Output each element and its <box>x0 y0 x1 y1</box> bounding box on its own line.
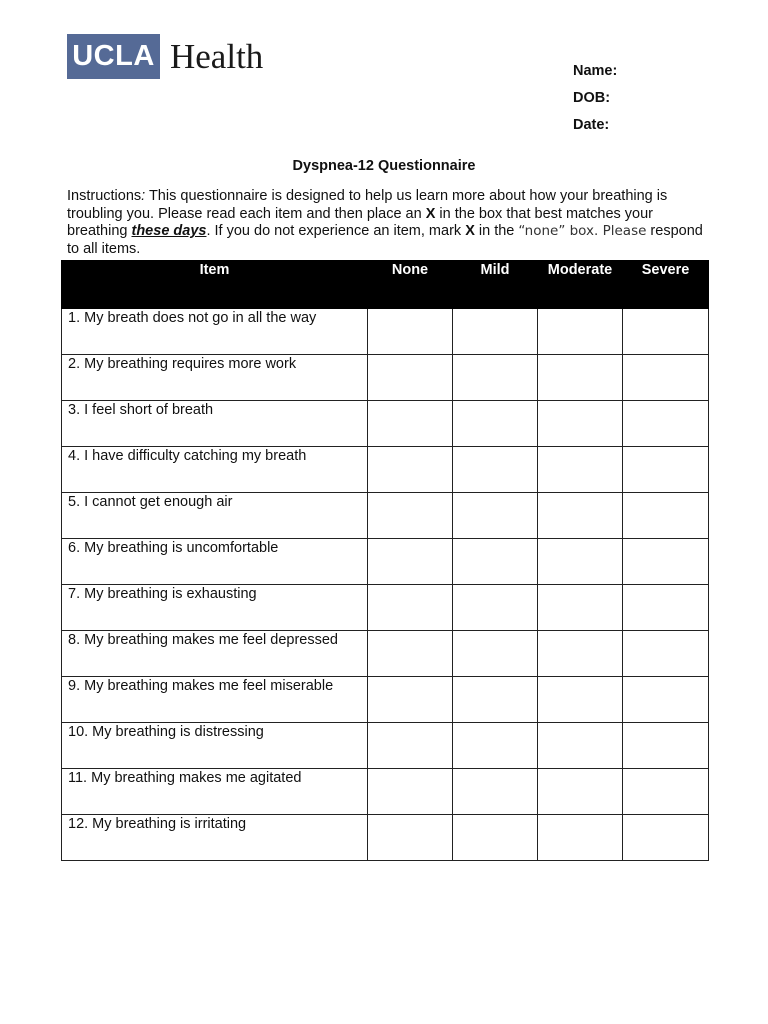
answer-box-mild[interactable] <box>453 723 538 769</box>
answer-box-moderate[interactable] <box>538 447 623 493</box>
answer-box-severe[interactable] <box>623 677 709 723</box>
instructions-colon: : <box>141 188 146 204</box>
table-row <box>62 631 709 677</box>
answer-box-severe[interactable] <box>623 769 709 815</box>
item-label: 5. I cannot get enough air <box>62 493 368 539</box>
header-moderate: Moderate <box>538 261 623 309</box>
table-row <box>62 677 709 723</box>
instructions-mark-1: X <box>425 205 436 222</box>
item-label: 3. I feel short of breath <box>62 401 368 447</box>
answer-box-moderate[interactable] <box>538 631 623 677</box>
answer-box-mild[interactable] <box>453 539 538 585</box>
logo-ucla-box: UCLA <box>67 34 160 79</box>
table-row <box>62 309 709 355</box>
instructions-text-4: in the <box>474 223 519 239</box>
table-row <box>62 493 709 539</box>
answer-box-mild[interactable] <box>453 585 538 631</box>
date-label: Date: <box>573 117 610 133</box>
header-none: None <box>368 261 453 309</box>
table-row <box>62 585 709 631</box>
answer-box-none[interactable] <box>368 309 453 355</box>
answer-box-none[interactable] <box>368 631 453 677</box>
table-row <box>62 815 709 861</box>
item-label: 10. My breathing is distressing <box>62 723 368 769</box>
table-row <box>62 539 709 585</box>
instructions-text-3: . If you do not experience an item, mark <box>206 223 466 239</box>
answer-box-moderate[interactable] <box>538 723 623 769</box>
answer-box-none[interactable] <box>368 815 453 861</box>
answer-box-none[interactable] <box>368 585 453 631</box>
item-label: 1. My breath does not go in all the way <box>62 309 368 355</box>
answer-box-moderate[interactable] <box>538 815 623 861</box>
answer-box-mild[interactable] <box>453 769 538 815</box>
answer-box-mild[interactable] <box>453 677 538 723</box>
patient-info-fields <box>573 62 617 143</box>
instructions-text-2: in the box that best matches your breathing <box>67 205 654 239</box>
answer-box-none[interactable] <box>368 769 453 815</box>
ucla-health-logo <box>67 34 263 79</box>
answer-box-mild[interactable] <box>453 401 538 447</box>
logo-health-word: Health <box>170 37 264 76</box>
item-label: 7. My breathing is exhausting <box>62 585 368 631</box>
answer-box-none[interactable] <box>368 677 453 723</box>
answer-box-moderate[interactable] <box>538 493 623 539</box>
item-label: 4. I have difficulty catching my breath <box>62 447 368 493</box>
answer-box-mild[interactable] <box>453 815 538 861</box>
answer-box-severe[interactable] <box>623 815 709 861</box>
answer-box-severe[interactable] <box>623 447 709 493</box>
answer-box-severe[interactable] <box>623 401 709 447</box>
table-row <box>62 447 709 493</box>
answer-box-none[interactable] <box>368 401 453 447</box>
answer-box-severe[interactable] <box>623 355 709 401</box>
answer-box-mild[interactable] <box>453 355 538 401</box>
instructions-text-1: This questionnaire is designed to help us learn more about how your breathing is troubling you. Please read each item and then place an <box>67 188 668 222</box>
answer-box-none[interactable] <box>368 447 453 493</box>
item-label: 6. My breathing is uncomfortable <box>62 539 368 585</box>
answer-box-mild[interactable] <box>453 447 538 493</box>
answer-box-severe[interactable] <box>623 585 709 631</box>
answer-box-severe[interactable] <box>623 493 709 539</box>
answer-box-severe[interactable] <box>623 539 709 585</box>
answer-box-moderate[interactable] <box>538 355 623 401</box>
instructions-emphasis: these days <box>131 223 207 239</box>
answer-box-none[interactable] <box>368 723 453 769</box>
answer-box-moderate[interactable] <box>538 539 623 585</box>
answer-box-mild[interactable] <box>453 631 538 677</box>
name-label: Name: <box>573 63 618 79</box>
answer-box-none[interactable] <box>368 493 453 539</box>
instructions-text-5: respond to all items. <box>67 223 703 257</box>
header-severe: Severe <box>623 261 709 309</box>
answer-box-moderate[interactable] <box>538 401 623 447</box>
answer-box-moderate[interactable] <box>538 585 623 631</box>
header-item: Item <box>62 261 368 309</box>
instructions-mark-2: X <box>465 223 475 239</box>
table-row <box>62 401 709 447</box>
answer-box-moderate[interactable] <box>538 309 623 355</box>
page-title: Dyspnea-12 Questionnaire <box>292 158 476 174</box>
dyspnea-questionnaire-table <box>61 260 709 861</box>
item-label: 11. My breathing makes me agitated <box>62 769 368 815</box>
table-row <box>62 355 709 401</box>
answer-box-none[interactable] <box>368 355 453 401</box>
answer-box-severe[interactable] <box>623 631 709 677</box>
table-header-row <box>62 261 709 309</box>
table-row <box>62 769 709 815</box>
instructions-label: Instructions <box>67 188 142 204</box>
dob-label: DOB: <box>573 90 611 106</box>
table-row <box>62 723 709 769</box>
answer-box-moderate[interactable] <box>538 677 623 723</box>
item-label: 2. My breathing requires more work <box>62 355 368 401</box>
item-label: 9. My breathing makes me feel miserable <box>62 677 368 723</box>
answer-box-mild[interactable] <box>453 493 538 539</box>
answer-box-severe[interactable] <box>623 309 709 355</box>
answer-box-moderate[interactable] <box>538 769 623 815</box>
answer-box-mild[interactable] <box>453 309 538 355</box>
header-mild: Mild <box>453 261 538 309</box>
instructions-paragraph <box>67 188 707 258</box>
item-label: 12. My breathing is irritating <box>62 815 368 861</box>
answer-box-none[interactable] <box>368 539 453 585</box>
instructions-none-box: “none” box. Please <box>518 223 647 239</box>
item-label: 8. My breathing makes me feel depressed <box>62 631 368 677</box>
answer-box-severe[interactable] <box>623 723 709 769</box>
